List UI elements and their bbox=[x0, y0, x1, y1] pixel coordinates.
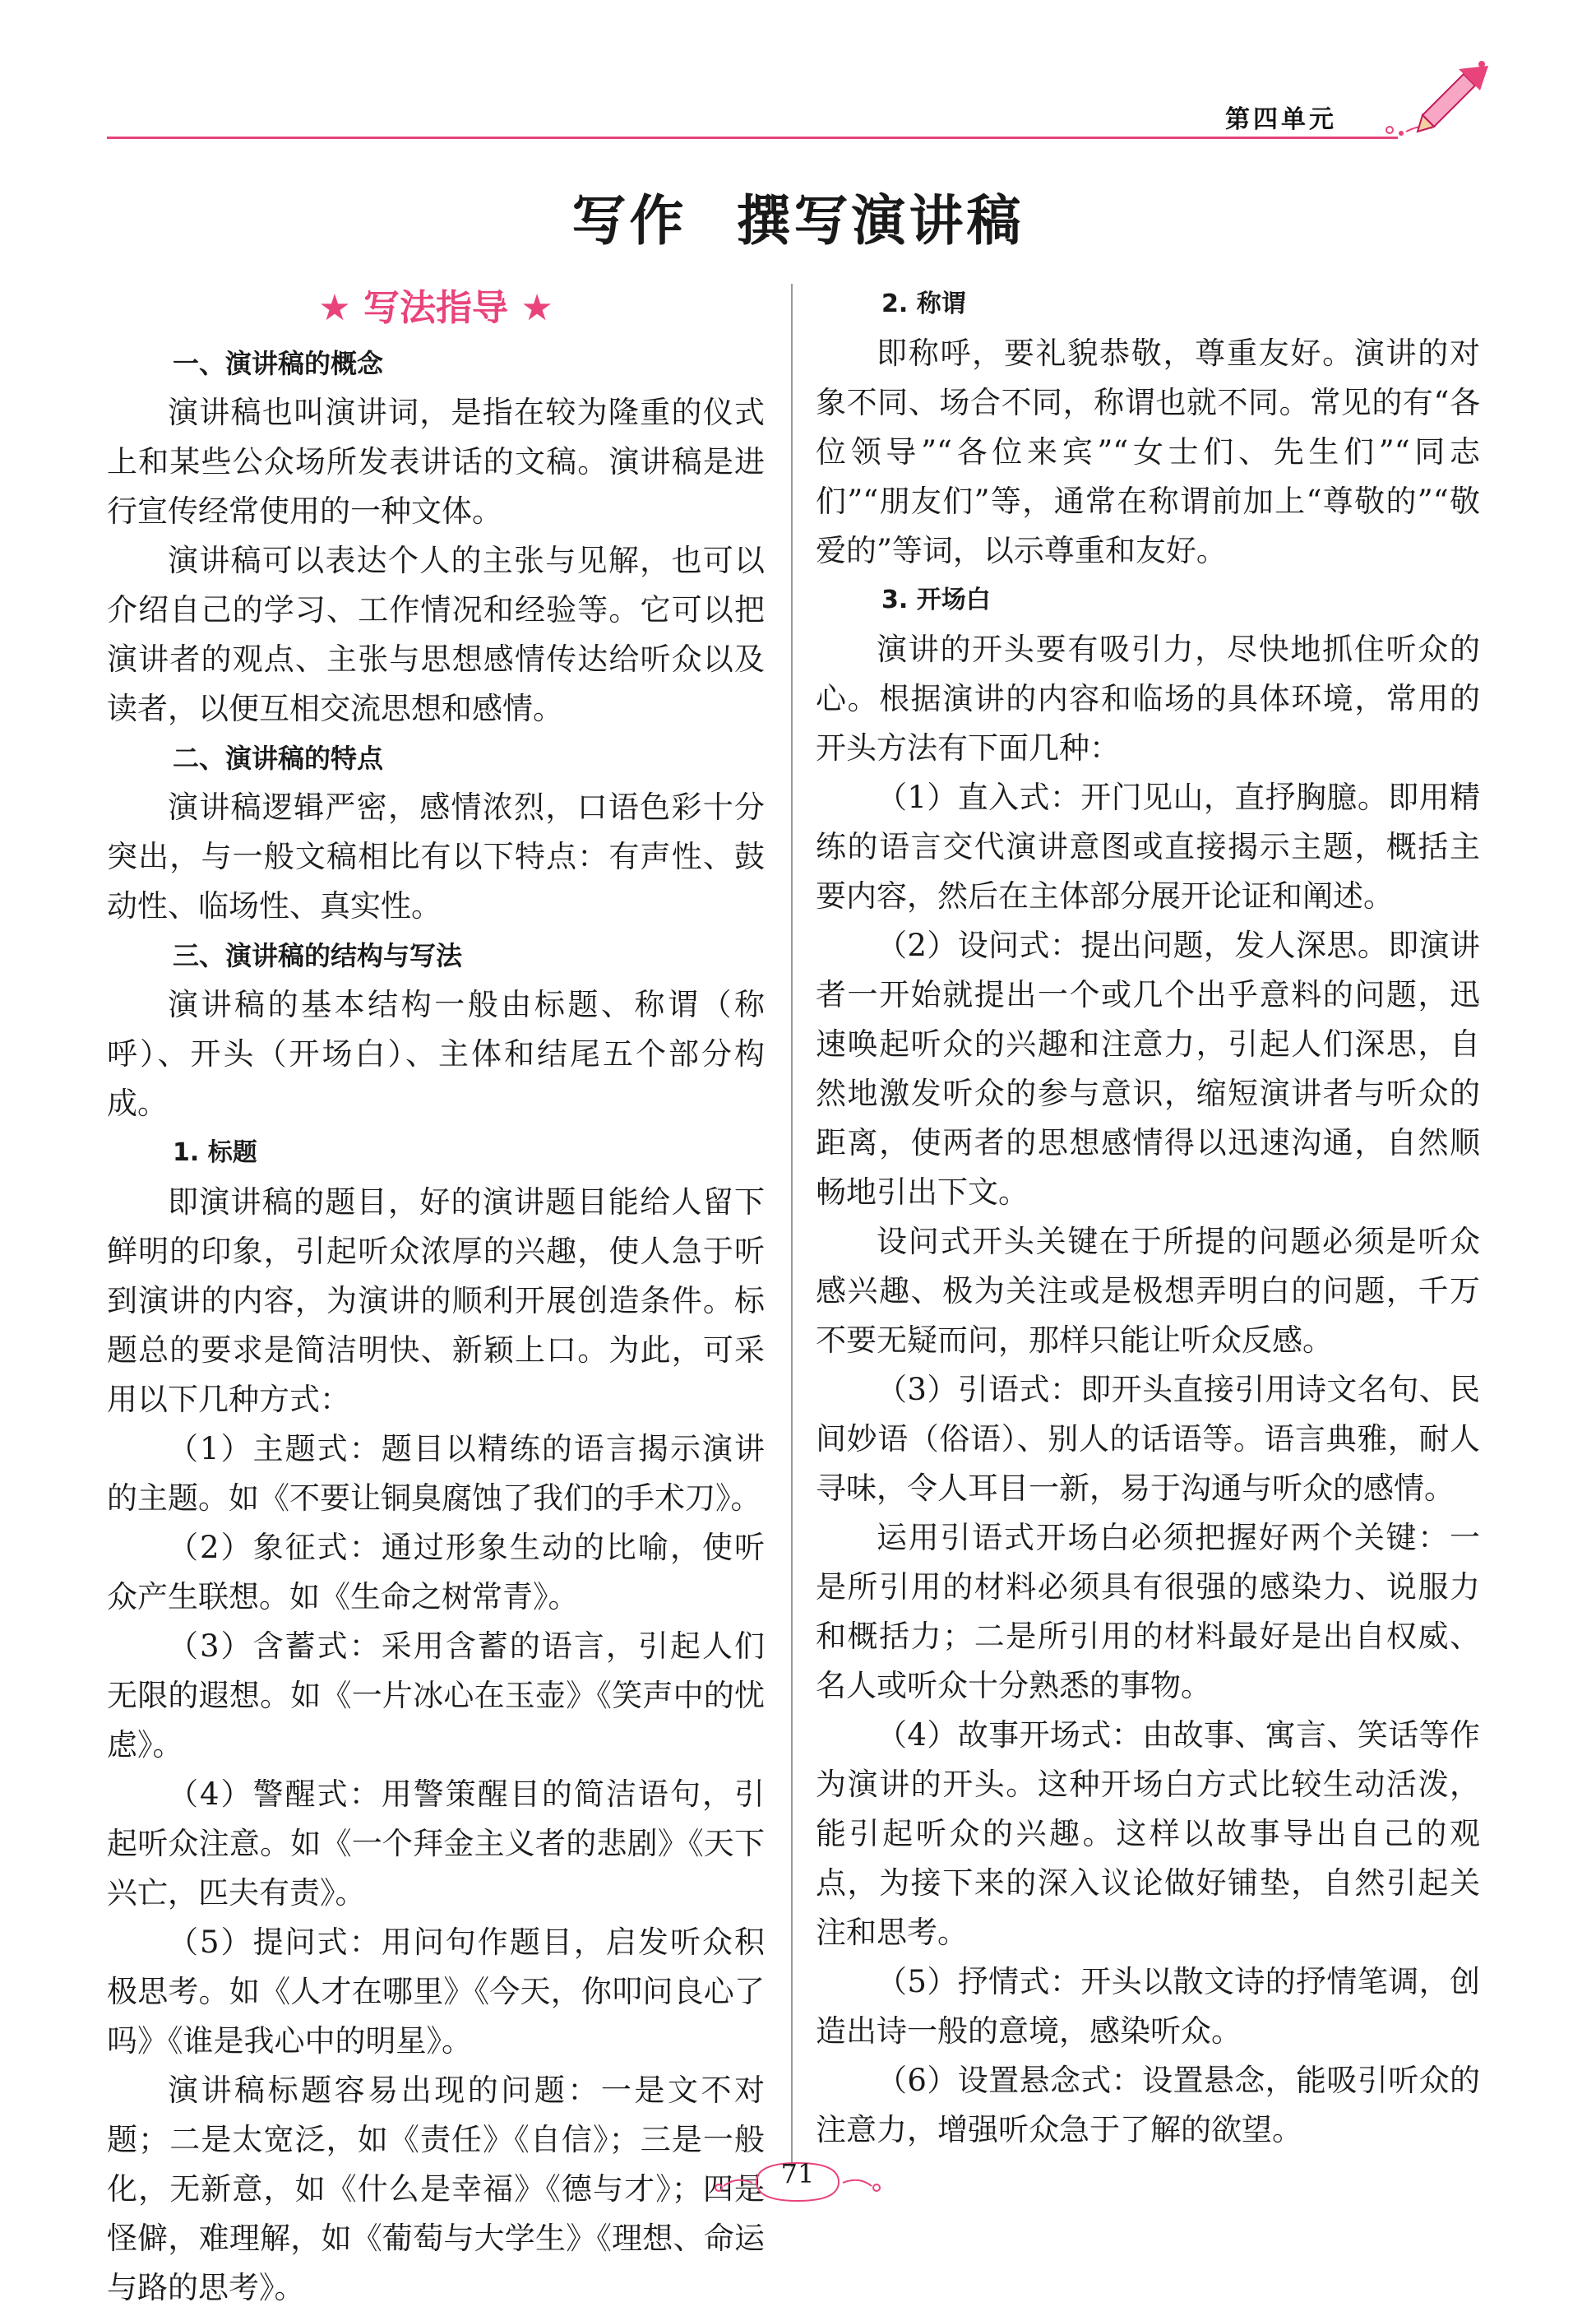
list-item: （6）设置悬念式：设置悬念，能吸引听众的注意力，增强听众急于了解的欲望。 bbox=[816, 2063, 1480, 2147]
title-part-1: 写作 bbox=[571, 188, 687, 252]
list-item: （3）引语式：即开头直接引用诗文名句、民间妙语（俗语）、别人的话语等。语言典雅，耐人寻味，令人耳目一新，易于沟通与听众的感情。 bbox=[816, 1372, 1480, 1506]
column-divider bbox=[791, 284, 793, 2167]
list-item: （5）抒情式：开头以散文诗的抒情笔调，创造出诗一般的意境，感染听众。 bbox=[816, 1964, 1480, 2049]
subsection-1-heading: 1. 标题 bbox=[173, 1138, 257, 1167]
list-item: （2）象征式：通过形象生动的比喻，使听众产生联想。如《生命之树常青》。 bbox=[107, 1530, 765, 1614]
left-column bbox=[107, 280, 765, 2313]
right-column bbox=[816, 280, 1480, 2155]
list-item: （3）含蓄式：采用含蓄的语言，引起人们无限的遐想。如《一片冰心在玉壶》《笑声中的忧虑》。 bbox=[107, 1628, 765, 1762]
header-rule bbox=[107, 137, 1398, 139]
paragraph: 演讲的开头要有吸引力，尽快地抓住听众的心。根据演讲的内容和临场的具体环境，常用的开头方法有下面几种： bbox=[816, 632, 1480, 766]
paragraph: 演讲稿的基本结构一般由标题、称谓（称呼）、开头（开场白）、主体和结尾五个部分构成。 bbox=[107, 987, 765, 1121]
pencil-decoration-icon bbox=[1373, 58, 1497, 140]
paragraph: 即演讲稿的题目，好的演讲题目能给人留下鲜明的印象，引起听众浓厚的兴趣，使人急于听到演讲的内容，为演讲的顺利开展创造条件。标题总的要求是简洁明快、新颖上口。为此，可采用以下几种方式： bbox=[107, 1184, 765, 1417]
paragraph: 设问式开头关键在于所提的问题必须是听众感兴趣、极为关注或是极想弄明白的问题，千万不要无疑而问，那样只能让听众反感。 bbox=[816, 1224, 1480, 1358]
page-title bbox=[0, 177, 1596, 255]
subsection-2-heading: 2. 称谓 bbox=[881, 290, 966, 318]
paragraph: 运用引语式开场白必须把握好两个关键：一是所引用的材料必须具有很强的感染力、说服力和概括力；二是所引用的材料最好是出自权威、名人或听众十分熟悉的事物。 bbox=[816, 1520, 1480, 1703]
list-item: （5）提问式：用问句作题目，启发听众积极思考。如《人才在哪里》《今天，你叩问良心了吗》《谁是我心中的明星》。 bbox=[107, 1925, 765, 2059]
list-item: （4）故事开场式：由故事、寓言、笑话等作为演讲的开头。这种开场白方式比较生动活泼，能引起听众的兴趣。这样以故事导出自己的观点，为接下来的深入议论做好铺垫，自然引起关注和思考。 bbox=[816, 1717, 1480, 1950]
unit-label: 第四单元 bbox=[1225, 105, 1337, 134]
paragraph: 演讲稿标题容易出现的问题：一是文不对题；二是太宽泛，如《责任》《自信》；三是一般化，无新意，如《什么是幸福》《德与才》；四是怪僻，难理解，如《葡萄与大学生》《理想、命运与路的思考》。 bbox=[107, 2073, 765, 2305]
title-part-2: 撰写演讲稿 bbox=[736, 188, 1025, 252]
list-item: （1）直入式：开门见山，直抒胸臆。即用精练的语言交代演讲意图或直接揭示主题，概括主要内容，然后在主体部分展开论证和阐述。 bbox=[816, 780, 1480, 914]
list-item: （2）设问式：提出问题，发人深思。即演讲者一开始就提出一个或几个出乎意料的问题，迅速唤起听众的兴趣和注意力，引起人们深思，自然地激发听众的参与意识，缩短演讲者与听众的距离，使两者的思想感情得以迅速沟通，自然顺畅地引出下文。 bbox=[816, 928, 1480, 1210]
section-3-heading: 三、演讲稿的结构与写法 bbox=[173, 940, 463, 971]
paragraph: 即称呼，要礼貌恭敬，尊重友好。演讲的对象不同、场合不同，称谓也就不同。常见的有“各位领导”“各位来宾”“女士们、先生们”“同志们”“朋友们”等，通常在称谓前加上“尊敬的”“敬爱的”等词，以示尊重和友好。 bbox=[816, 336, 1480, 568]
paragraph: 演讲稿可以表达个人的主张与见解，也可以介绍自己的学习、工作情况和经验等。它可以把演讲者的观点、主张与思想感情传达给听众以及读者，以便互相交流思想和感情。 bbox=[107, 543, 765, 726]
section-1-heading: 一、演讲稿的概念 bbox=[173, 348, 384, 379]
paragraph: 演讲稿逻辑严密，感情浓烈，口语色彩十分突出，与一般文稿相比有以下特点：有声性、鼓动性、临场性、真实性。 bbox=[107, 790, 765, 924]
guide-heading: ★ 写法指导 ★ bbox=[318, 287, 553, 329]
page-number: 71 bbox=[780, 2158, 815, 2189]
paragraph: 演讲稿也叫演讲词，是指在较为隆重的仪式上和某些公众场所发表讲话的文稿。演讲稿是进行宣传经常使用的一种文体。 bbox=[107, 395, 765, 529]
list-item: （4）警醒式：用警策醒目的简洁语句，引起听众注意。如《一个拜金主义者的悲剧》《天下兴亡，匹夫有责》。 bbox=[107, 1776, 765, 1911]
subsection-3-heading: 3. 开场白 bbox=[881, 586, 991, 614]
list-item: （1）主题式：题目以精练的语言揭示演讲的主题。如《不要让铜臭腐蚀了我们的手术刀》。 bbox=[107, 1431, 765, 1516]
section-2-heading: 二、演讲稿的特点 bbox=[173, 743, 384, 774]
